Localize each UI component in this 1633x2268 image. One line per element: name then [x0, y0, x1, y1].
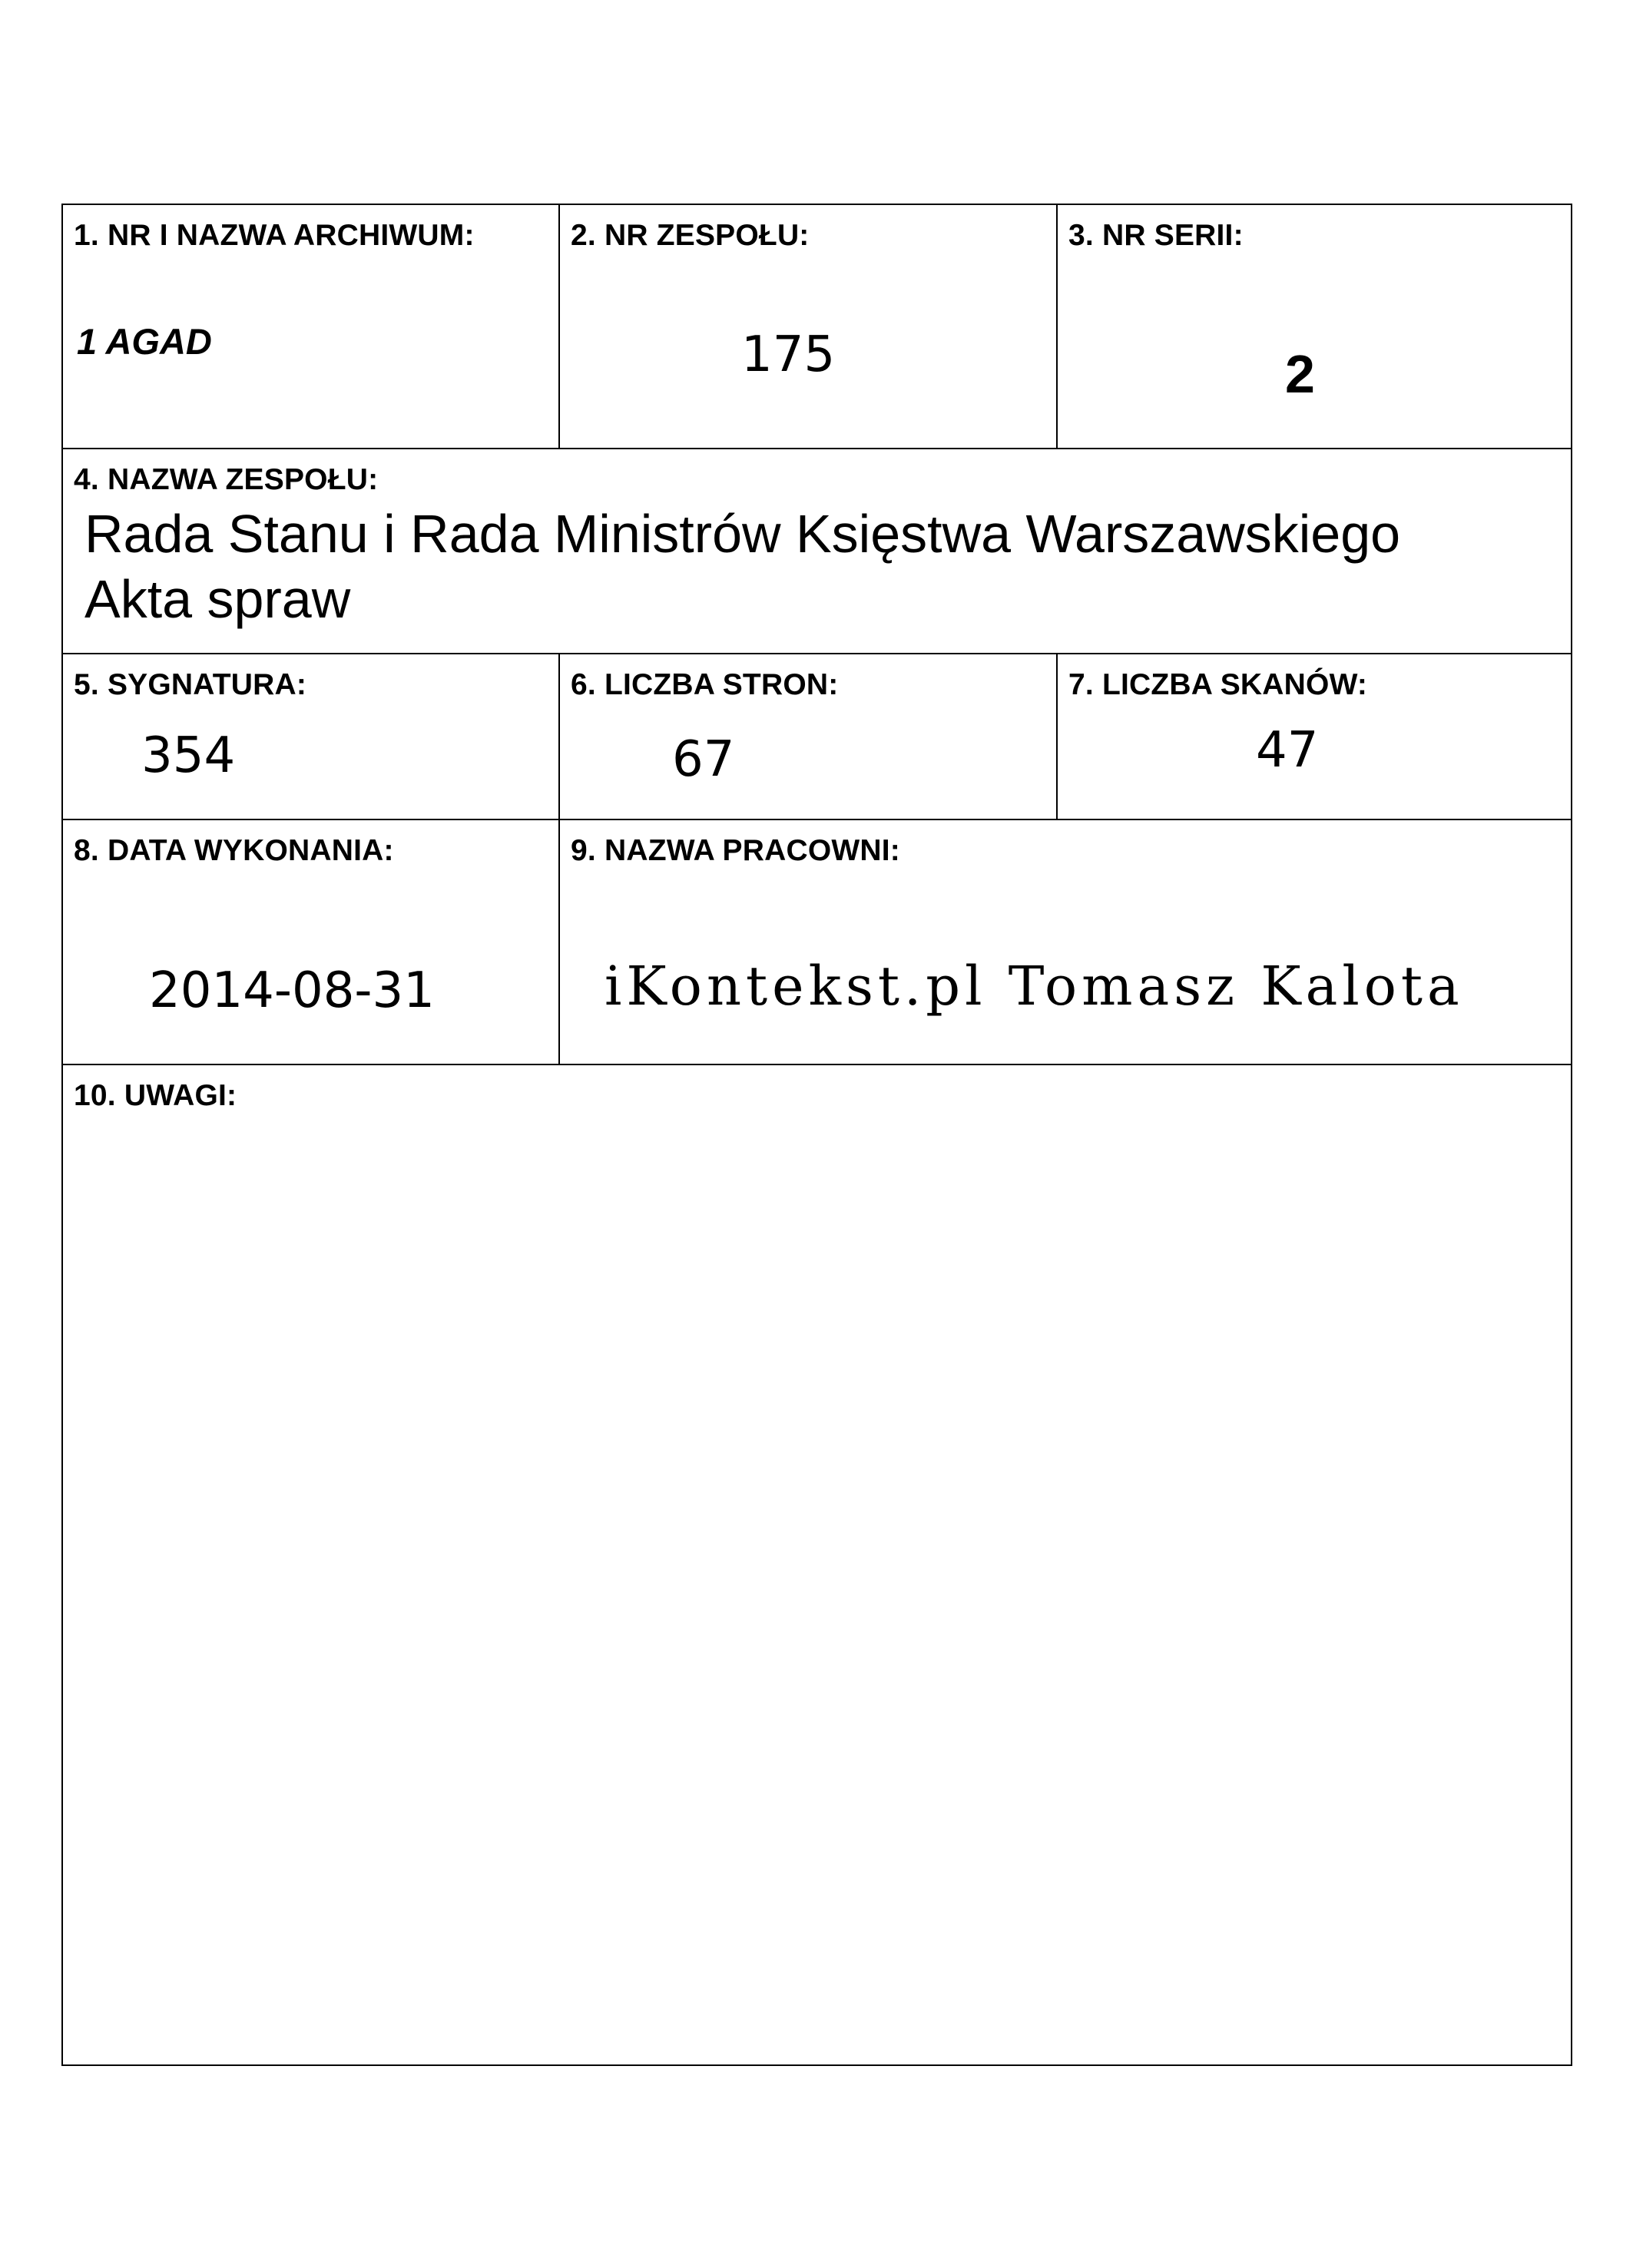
fonds-number-value: 175 — [741, 326, 836, 383]
page-count-value: 67 — [672, 731, 735, 788]
fonds-name-label: 4. NAZWA ZESPOŁU: — [74, 463, 379, 496]
remarks-label: 10. UWAGI: — [74, 1079, 237, 1112]
fonds-number-cell — [560, 205, 1056, 448]
series-number-value: 2 — [1285, 344, 1315, 404]
fonds-name-line1: Rada Stanu i Rada Ministrów Księstwa Warszawskiego — [84, 504, 1401, 564]
date-value: 2014-08-31 — [149, 962, 435, 1019]
workshop-cell — [560, 820, 1572, 1064]
series-number-label: 3. NR SERII: — [1068, 219, 1244, 252]
signature-value: 354 — [141, 727, 236, 784]
fonds-number-label: 2. NR ZESPOŁU: — [571, 219, 810, 252]
scan-count-value: 47 — [1256, 722, 1319, 779]
workshop-value: iKontekst.pl Tomasz Kalota — [605, 955, 1464, 1018]
remarks-cell — [63, 1065, 1571, 2066]
page-count-label: 6. LICZBA STRON: — [571, 668, 839, 701]
archive-cell — [63, 205, 558, 448]
fonds-name-line2: Akta spraw — [84, 569, 351, 629]
fonds-name-cell — [63, 449, 1571, 653]
workshop-label: 9. NAZWA PRACOWNI: — [571, 834, 900, 867]
archive-form — [61, 204, 1572, 2066]
series-number-cell — [1058, 205, 1572, 448]
scan-count-cell — [1058, 654, 1572, 819]
archive-value: 1 AGAD — [77, 321, 212, 362]
page-count-cell — [560, 654, 1056, 819]
signature-cell — [63, 654, 558, 819]
date-label: 8. DATA WYKONANIA: — [74, 834, 394, 867]
archive-label: 1. NR I NAZWA ARCHIWUM: — [74, 219, 475, 252]
date-cell — [63, 820, 558, 1064]
scan-count-label: 7. LICZBA SKANÓW: — [1068, 668, 1368, 701]
signature-label: 5. SYGNATURA: — [74, 668, 307, 701]
